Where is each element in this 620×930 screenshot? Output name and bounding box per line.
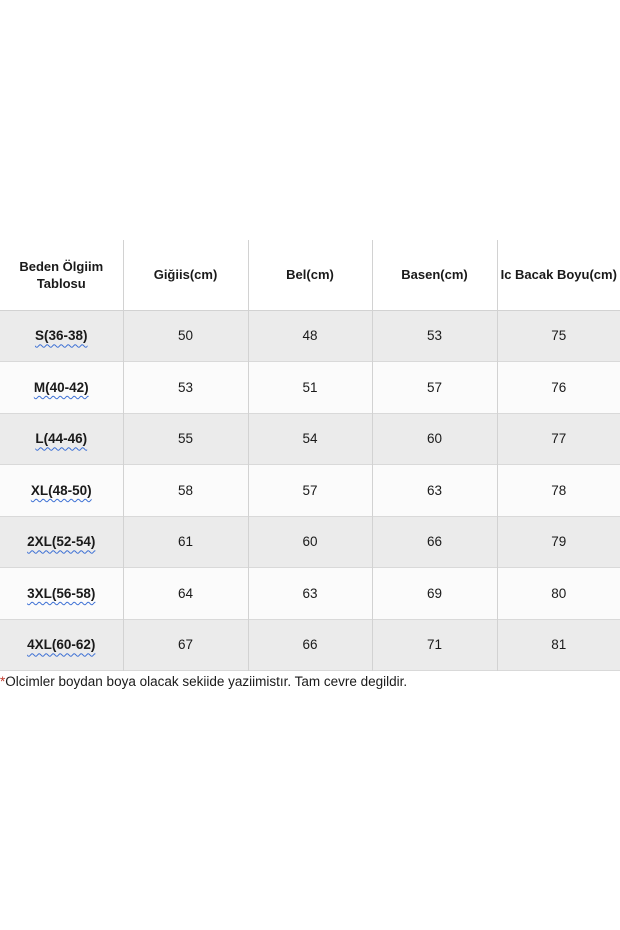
hip-value: 57 bbox=[372, 362, 497, 414]
size-label-cell bbox=[0, 619, 123, 671]
chest-value: 61 bbox=[123, 516, 248, 568]
hip-value: 66 bbox=[372, 516, 497, 568]
waist-value: 63 bbox=[248, 568, 372, 620]
waist-value: 51 bbox=[248, 362, 372, 414]
chest-value: 50 bbox=[123, 310, 248, 362]
table-title-cell bbox=[0, 240, 123, 310]
hip-value: 53 bbox=[372, 310, 497, 362]
chest-value: 64 bbox=[123, 568, 248, 620]
chest-value: 58 bbox=[123, 465, 248, 517]
size-label: 3XL(56-58) bbox=[27, 585, 96, 601]
table-title-line1: Beden Ölgiim bbox=[19, 258, 104, 274]
table-row bbox=[0, 362, 620, 414]
size-label-cell bbox=[0, 310, 123, 362]
column-header-hip: Basen(cm) bbox=[372, 240, 497, 310]
size-label: 2XL(52-54) bbox=[27, 534, 96, 550]
waist-value: 57 bbox=[248, 465, 372, 517]
waist-value: 54 bbox=[248, 413, 372, 465]
hip-value: 63 bbox=[372, 465, 497, 517]
size-label: 4XL(60-62) bbox=[27, 637, 96, 653]
table-row bbox=[0, 568, 620, 620]
column-header-chest: Giğiis(cm) bbox=[123, 240, 248, 310]
size-chart-table bbox=[0, 240, 620, 671]
waist-value: 66 bbox=[248, 619, 372, 671]
size-label: XL(48-50) bbox=[30, 482, 92, 498]
size-label: M(40-42) bbox=[33, 379, 89, 395]
inseam-value: 80 bbox=[497, 568, 620, 620]
inseam-value: 76 bbox=[497, 362, 620, 414]
size-label-cell bbox=[0, 362, 123, 414]
inseam-value: 77 bbox=[497, 413, 620, 465]
waist-value: 48 bbox=[248, 310, 372, 362]
column-header-waist: Bel(cm) bbox=[248, 240, 372, 310]
column-header-inseam: Ic Bacak Boyu(cm) bbox=[497, 240, 620, 310]
inseam-value: 78 bbox=[497, 465, 620, 517]
inseam-value: 81 bbox=[497, 619, 620, 671]
table-row bbox=[0, 619, 620, 671]
hip-value: 69 bbox=[372, 568, 497, 620]
inseam-value: 75 bbox=[497, 310, 620, 362]
size-label-cell bbox=[0, 568, 123, 620]
table-row bbox=[0, 516, 620, 568]
note-asterisk: * bbox=[0, 674, 6, 689]
size-label: L(44-46) bbox=[35, 431, 88, 447]
table-header-row bbox=[0, 240, 620, 310]
table-row bbox=[0, 465, 620, 517]
table-row bbox=[0, 413, 620, 465]
inseam-value: 79 bbox=[497, 516, 620, 568]
size-label-cell bbox=[0, 413, 123, 465]
hip-value: 71 bbox=[372, 619, 497, 671]
chest-value: 53 bbox=[123, 362, 248, 414]
table-row bbox=[0, 310, 620, 362]
hip-value: 60 bbox=[372, 413, 497, 465]
size-label-cell bbox=[0, 516, 123, 568]
measurement-note bbox=[0, 674, 620, 689]
size-label-cell bbox=[0, 465, 123, 517]
chest-value: 55 bbox=[123, 413, 248, 465]
waist-value: 60 bbox=[248, 516, 372, 568]
note-text: Olcimler boydan boya olacak sekiide yaziimistır. Tam cevre degildir. bbox=[5, 674, 408, 689]
size-label: S(36-38) bbox=[34, 328, 88, 344]
chest-value: 67 bbox=[123, 619, 248, 671]
table-title-line2: Tablosu bbox=[36, 275, 86, 291]
